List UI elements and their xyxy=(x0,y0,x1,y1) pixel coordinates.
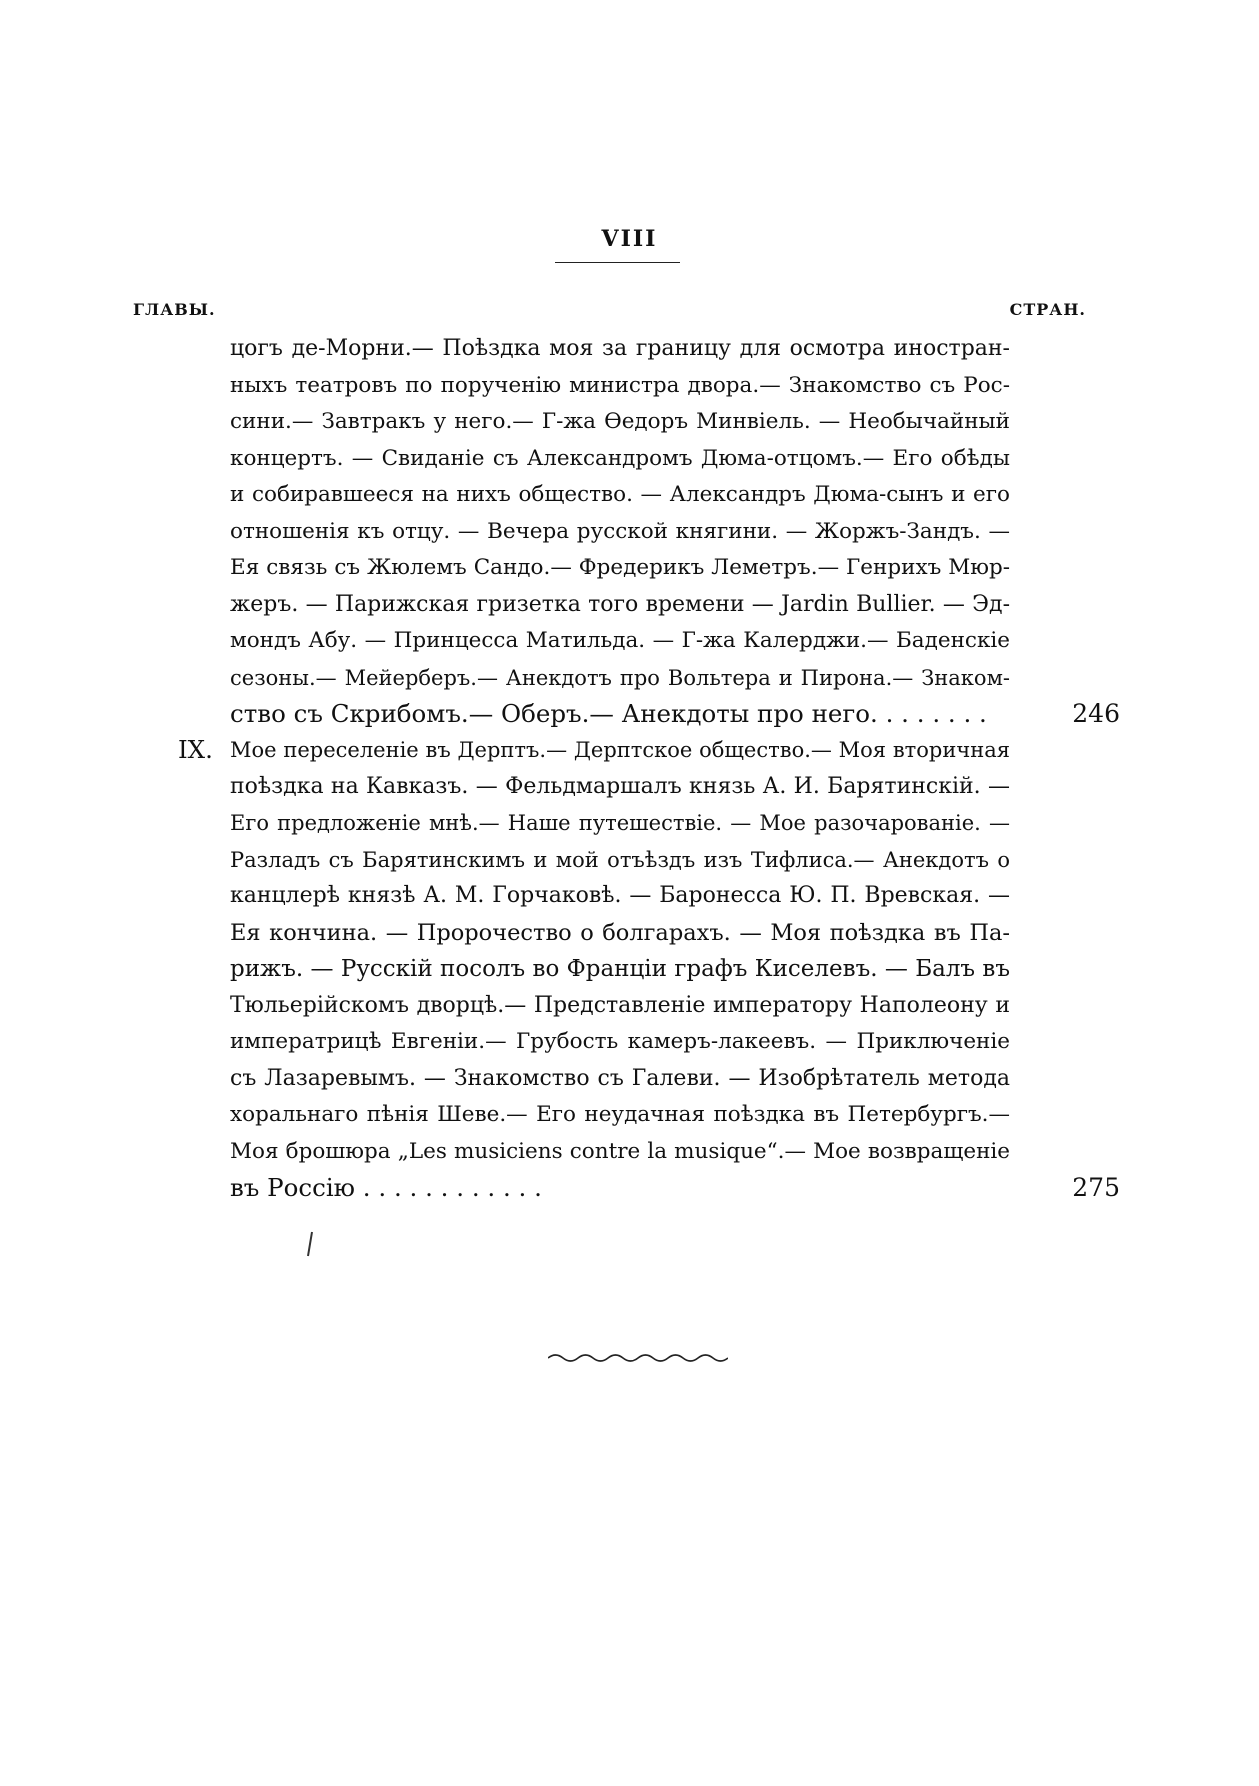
ink-mark xyxy=(300,1230,320,1260)
entry-line: съ Лазаревымъ. — Знакомство съ Галеви. — Изобрѣтатель метода xyxy=(230,1065,1010,1091)
entry-line: и собиравшееся на нихъ общество. — Александръ Дюма-сынъ и его xyxy=(230,482,1010,507)
page-number: VIII xyxy=(601,226,658,252)
entry-line: ство съ Скрибомъ.— Оберъ.— Анекдоты про него. . . . . . . . xyxy=(230,699,987,728)
entry-line: рижъ. — Русскій посолъ во Франціи графъ Киселевъ. — Балъ въ xyxy=(230,956,1010,982)
entry-line: цогъ де-Морни.— Поѣздка моя за границу для осмотра иностран- xyxy=(230,336,1010,361)
entry-line: жеръ. — Парижская гризетка того времени — Jardin Bullier. — Эд- xyxy=(230,591,1010,617)
entry-line: поѣздка на Кавказъ. — Фельдмаршалъ князь А. И. Барятинскій. — xyxy=(230,773,1010,799)
chapters-column-header: ГЛАВЫ. xyxy=(133,300,216,319)
page-ref-246: 246 xyxy=(1072,699,1120,728)
entry-line: мондъ Абу. — Принцесса Матильда. — Г-жа Калерджи.— Баденскіе xyxy=(230,628,1010,653)
entry-line: Тюльерійскомъ дворцѣ.— Представленіе императору Наполеону и xyxy=(230,992,1010,1018)
entry-line: концертъ. — Свиданіе съ Александромъ Дюма-отцомъ.— Его обѣды xyxy=(230,445,1010,471)
entry-line: императрицѣ Евгеніи.— Грубость камеръ-лакеевъ. — Приключеніе xyxy=(230,1029,1010,1054)
toc-entry-viii-continued xyxy=(230,331,1010,733)
entry-line: Ея кончина. — Пророчество о болгарахъ. — Моя поѣздка въ Па- xyxy=(230,919,1010,946)
entry-line: Разладъ съ Барятинскимъ и мой отъѣздъ изъ Тифлиса.— Анекдотъ о xyxy=(230,847,1010,872)
entry-line: Мое переселеніе въ Дерптъ.— Дерптское общество.— Моя вторичная xyxy=(230,738,1010,762)
chapter-number-ix: IX. xyxy=(178,735,213,764)
closing-ornament-rule xyxy=(548,1352,728,1364)
entry-line: сезоны.— Мейерберъ.— Анекдотъ про Вольтера и Пирона.— Знаком- xyxy=(230,665,1010,690)
entry-line: канцлерѣ князѣ А. М. Горчаковѣ. — Баронесса Ю. П. Вревская. — xyxy=(230,883,1010,908)
pages-column-header: СТРАН. xyxy=(1009,300,1086,319)
entry-line: ныхъ театровъ по порученію министра двора.— Знакомство съ Рос- xyxy=(230,372,1010,398)
entry-line: отношенія къ отцу. — Вечера русской княгини. — Жоржъ-Зандъ. — xyxy=(230,518,1010,544)
header-rule xyxy=(555,262,680,263)
entry-line: въ Россію . . . . . . . . . . . . xyxy=(230,1173,542,1202)
entry-line: сини.— Завтракъ у него.— Г-жа Ѳедоръ Минвіель. — Необычайный xyxy=(230,409,1010,434)
entry-line: Ея связь съ Жюлемъ Сандо.— Фредерикъ Леметръ.— Генрихъ Мюр- xyxy=(230,555,1010,580)
entry-line: хоральнаго пѣнія Шеве.— Его неудачная поѣздка въ Петербургъ.— xyxy=(230,1102,1010,1127)
entry-line: Его предложеніе мнѣ.— Наше путешествіе. — Мое разочарованіе. — xyxy=(230,811,1010,835)
entry-line: Моя брошюра „Les musiciens contre la musique“.— Мое возвращеніе xyxy=(230,1138,1010,1164)
toc-entry-ix xyxy=(230,732,1010,1207)
page-ref-275: 275 xyxy=(1072,1173,1120,1202)
